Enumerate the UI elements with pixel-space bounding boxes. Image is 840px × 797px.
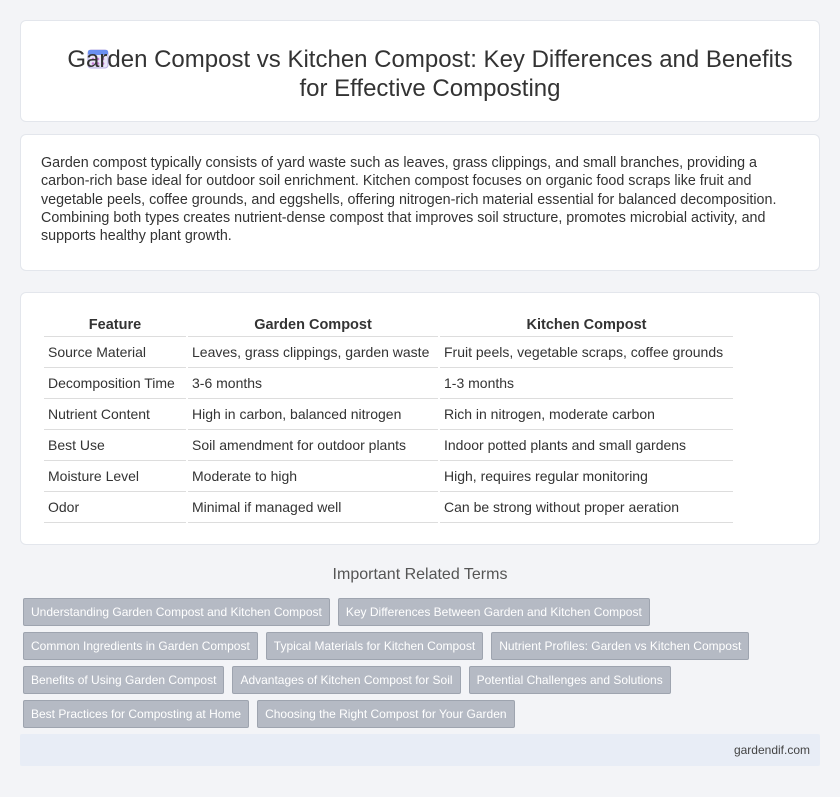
related-term-link[interactable]: Advantages of Kitchen Compost for Soil <box>232 666 460 694</box>
cell-feature: Decomposition Time <box>44 368 186 399</box>
related-term-link[interactable]: Common Ingredients in Garden Compost <box>23 632 258 660</box>
cell-feature: Source Material <box>44 337 186 368</box>
related-term-link[interactable]: Potential Challenges and Solutions <box>469 666 671 694</box>
cell-feature: Odor <box>44 492 186 523</box>
cell-kitchen: Can be strong without proper aeration <box>440 492 733 523</box>
table-row <box>44 492 733 523</box>
cell-garden: High in carbon, balanced nitrogen <box>188 399 438 430</box>
table-header-row <box>44 313 733 337</box>
cell-feature: Moisture Level <box>44 461 186 492</box>
cell-feature: Best Use <box>44 430 186 461</box>
cell-garden: Leaves, grass clippings, garden waste <box>188 337 438 368</box>
related-term-link[interactable]: Choosing the Right Compost for Your Garden <box>257 700 514 728</box>
cell-garden: Minimal if managed well <box>188 492 438 523</box>
cell-kitchen: Indoor potted plants and small gardens <box>440 430 733 461</box>
cell-kitchen: Rich in nitrogen, moderate carbon <box>440 399 733 430</box>
related-terms-heading: Important Related Terms <box>332 566 508 583</box>
cell-garden: Soil amendment for outdoor plants <box>188 430 438 461</box>
related-term-link[interactable]: Benefits of Using Garden Compost <box>23 666 224 694</box>
footer-site-name: gardendif.com <box>733 743 810 757</box>
table-row <box>44 368 733 399</box>
table-row <box>44 430 733 461</box>
intro-paragraph: Garden compost typically consists of yard waste such as leaves, grass clippings, and small branches, providing a carbon-rich base ideal for outdoor soil enrichment. Kitchen compost focuses on organic food scraps like fruit and vegetable peels, coffee grounds, and eggshells, offering nitrogen-rich material essential for balanced decomposition. Combining both types creates nutrient-dense compost that improves soil structure, promotes microbial activity, and supports healthy plant growth. <box>41 155 777 245</box>
table-row <box>44 337 733 368</box>
related-terms-list <box>23 598 763 734</box>
page-title: Garden Compost vs Kitchen Compost: Key Differences and Benefits for Effective Composting <box>67 46 793 102</box>
cell-kitchen: Fruit peels, vegetable scraps, coffee grounds <box>440 337 733 368</box>
related-term-link[interactable]: Nutrient Profiles: Garden vs Kitchen Compost <box>491 632 749 660</box>
header-feature: Feature <box>44 313 186 337</box>
cell-garden: 3-6 months <box>188 368 438 399</box>
table-row <box>44 461 733 492</box>
related-term-link[interactable]: Key Differences Between Garden and Kitchen Compost <box>338 598 650 626</box>
table-row <box>44 399 733 430</box>
footer <box>20 734 820 766</box>
cell-kitchen: High, requires regular monitoring <box>440 461 733 492</box>
related-term-link[interactable]: Understanding Garden Compost and Kitchen Compost <box>23 598 330 626</box>
header-garden-compost: Garden Compost <box>188 313 438 337</box>
related-term-link[interactable]: Typical Materials for Kitchen Compost <box>266 632 483 660</box>
title-card <box>20 20 820 122</box>
header-kitchen-compost: Kitchen Compost <box>440 313 733 337</box>
intro-card <box>20 134 820 271</box>
cell-kitchen: 1-3 months <box>440 368 733 399</box>
comparison-table <box>42 313 735 523</box>
cell-feature: Nutrient Content <box>44 399 186 430</box>
cell-garden: Moderate to high <box>188 461 438 492</box>
related-term-link[interactable]: Best Practices for Composting at Home <box>23 700 249 728</box>
